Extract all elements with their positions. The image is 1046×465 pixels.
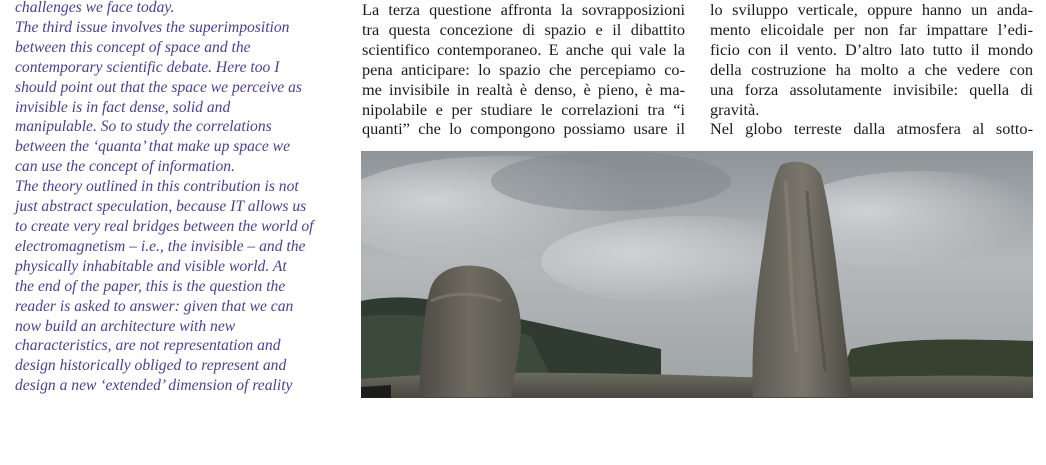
text-line: characteristics, are not representation and [15,337,281,355]
text-line: me invisibile in realtà è denso, è pieno, è ma- [362,79,685,99]
english-abstract-column [15,0,345,396]
text-line: the end of the paper, this is the question the [15,277,286,295]
image-edge-shadow [361,385,391,398]
text-line: should point out that the space we perceive as [15,78,302,96]
text-line: just abstract speculation, because IT allows us [15,198,307,216]
text-line: can use the concept of information. [15,158,236,176]
text-line: manipulable. So to study the correlations [15,118,272,136]
text-line: between the ‘quanta’ that make up space we [15,138,290,156]
text-line: between this concept of space and the [15,38,251,56]
rounded-standing-stone [419,266,521,397]
cloud-dark [491,151,731,211]
italian-body-column-right [710,0,1033,139]
text-line: electromagnetism – i.e., the invisible – and the [15,237,306,255]
text-line: physically inhabitable and visible world. At [15,257,287,275]
text-line: design historically obliged to represent and [15,357,287,375]
text-line: challenges we face today. [15,0,175,16]
text-line: lo sviluppo verticale, oppure hanno un anda- [710,0,1033,19]
text-line: gravità. [710,99,760,119]
text-line: invisible is in fact dense, solid and [15,98,231,116]
text-line: Nel globo terreste dalla atmosfera al sotto- [710,119,1033,139]
text-line: contemporary scientific debate. Here too I [15,58,280,76]
text-line: pena anticipare: lo spazio che percepiamo co- [362,59,685,79]
text-line: The theory outlined in this contribution is not [15,178,299,196]
italian-body-column-middle [362,0,685,139]
text-line: design a new ‘extended’ dimension of reality [15,377,293,395]
photo-illustration [361,151,1033,398]
landscape-photo-standing-stones [361,151,1033,398]
text-line: to create very real bridges between the world of [15,217,314,235]
text-line: della costruzione ha molto a che vedere con [710,59,1033,79]
text-line: ficio con il vento. D’altro lato tutto il mondo [710,39,1033,59]
text-line: tra questa concezione di spazio e il dibattito [362,19,685,39]
text-line: scientifico contemporaneo. E anche qui vale la [362,39,685,59]
text-line: mento elicoidale per non far impattare l’edi- [710,19,1033,39]
text-line: now build an architecture with new [15,317,236,335]
text-line: nipolabile e per studiare le correlazioni tra “i [362,99,685,119]
text-line: reader is asked to answer: given that we can [15,297,294,315]
text-line: una forza assolutamente invisibile: quella di [710,79,1033,99]
text-line: quanti” che lo compongono possiamo usare il [362,119,685,139]
text-line: La terza questione affronta la sovrapposizioni [362,0,685,19]
text-line: The third issue involves the superimposition [15,18,290,36]
